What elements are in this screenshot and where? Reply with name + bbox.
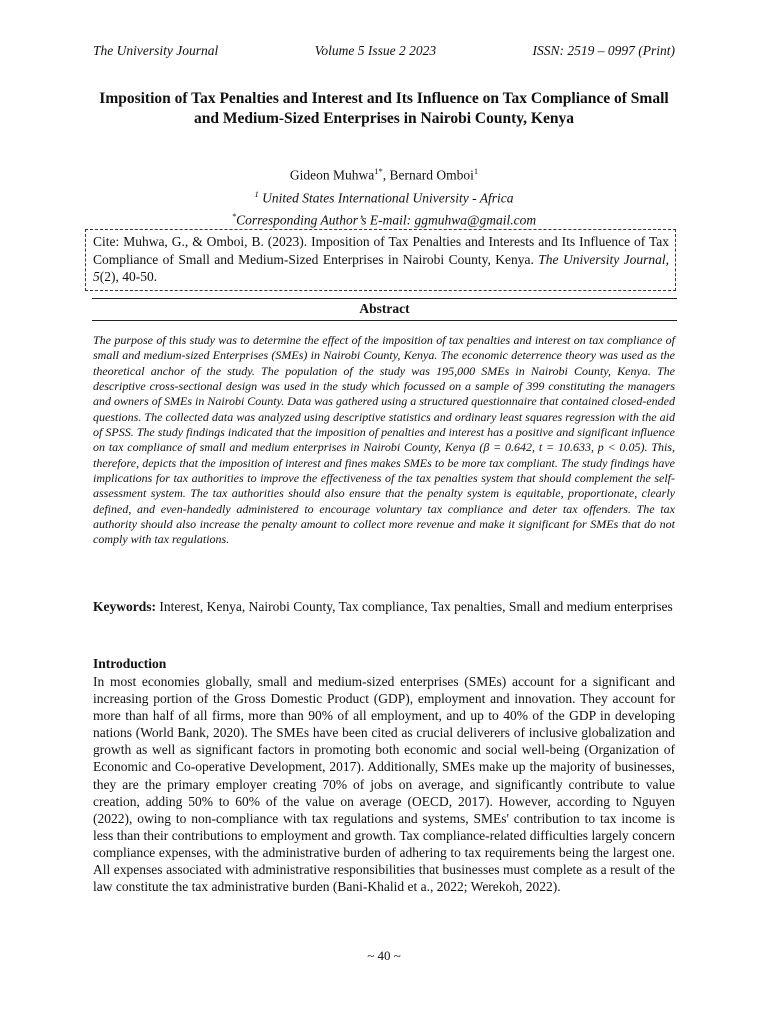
citation-issue-pages: (2), 40-50.	[99, 269, 158, 284]
author-separator: ,	[382, 167, 390, 183]
introduction-body: In most economies globally, small and medium-sized enterprises (SMEs) account for a significant and increasing portion of the Gross Domestic Product (GDP), employment and innovation. They account for more than half of all firms, more than 90% of all employment, and up to 40% of the GDP in developing nations (World Bank, 2020). The SMEs have been cited as crucial deliverers of inclusive globalization and growth as well as significant factors in promoting both economic and social well-being (Organization of Economic and Co-operative Development, 2017). Additionally, SMEs make up the majority of businesses, they are the primary employer creating 70% of jobs on average, and significantly contribute to value creation, adding 50% to 60% of the value on average (OECD, 2017). However, according to Nguyen (2022), owing to non-compliance with tax regulations and systems, SMEs' contribution to tax income is less than their contributions to employment and growth. Tax compliance-related difficulties largely concern compliance expenses, with the administrative burden of adhering to tax requirements being the largest one. All expenses associated with administrative responsibilities that businesses must complete as a result of the law constitute the tax administrative burden (Bani-Khalid et a., 2022; Werekoh, 2022).	[93, 674, 675, 895]
corresponding-email[interactable]: Corresponding Author’s E-mail: ggmuhwa@gmail.com	[236, 212, 537, 228]
keywords-list: Interest, Kenya, Nairobi County, Tax compliance, Tax penalties, Small and medium enterprises	[156, 599, 673, 614]
corresponding-line	[93, 207, 675, 230]
abstract-body: The purpose of this study was to determine the effect of the imposition of tax penalties and interest on tax compliance of small and medium-sized Enterprises (SMEs) in Nairobi County, Kenya. The economic deterrence theory was used as the theoretical anchor of the study. The population of the study was 195,000 SMEs in Nairobi County, Kenya. The descriptive cross-sectional design was used in the study which focussed on a sample of 399 constituting the managers and owners of SMEs in Nairobi County. Data was gathered using a structured questionnaire that contained closed-ended questions. The collected data was analyzed using descriptive statistics and ordinary least squares regression with the aid of SPSS. The study findings indicated that the imposition of penalties and interest has a positive and significant influence on tax compliance of small and medium enterprises in Nairobi County, Kenya (β = 0.642, t = 10.633, p < 0.05). This, therefore, depicts that the imposition of interest and fines makes SMEs to be more tax compliant. The study findings have implications for tax authorities to improve the effectiveness of the tax penalties system that should complement the self-assessment system. The tax authorities should also ensure that the penalty system is equitable, proportionate, clearly defined, and even-handedly administered to encourage voluntary tax compliance and deter tax offenders. The tax authority should also increase the penalty amount to collect more revenue and make it significant for SMEs that do not comply with tax regulations.	[93, 333, 675, 547]
running-header	[93, 43, 675, 59]
author-name: Bernard Omboi	[389, 167, 474, 183]
issn: ISSN: 2519 – 0997 (Print)	[532, 43, 675, 58]
citation-journal: The University Journal, 5	[93, 251, 670, 284]
author-superscript: 1*	[374, 166, 383, 176]
abstract-rule-top	[92, 298, 677, 299]
author-superscript: 1	[473, 166, 479, 176]
abstract-rule-bottom	[92, 320, 677, 321]
page-number: ~ 40 ~	[367, 948, 401, 963]
corresponding-superscript: *	[231, 211, 237, 221]
journal-name: The University Journal	[93, 43, 219, 58]
affiliation-superscript: 1	[254, 188, 259, 199]
abstract-heading: Abstract	[359, 301, 410, 316]
author-block	[93, 162, 675, 230]
article-title: Imposition of Tax Penalties and Interest and Its Influence on Tax Compliance of Small and Medium-Sized Enterprises in Nairobi County, Kenya	[99, 90, 669, 127]
keywords-paragraph	[93, 598, 675, 616]
keywords-label: Keywords:	[93, 599, 156, 614]
citation-box	[85, 229, 676, 291]
volume-issue: Volume 5 Issue 2 2023	[314, 43, 437, 58]
affiliation: United States International University - Africa	[262, 190, 514, 205]
author-line	[93, 162, 675, 185]
author-name: Gideon Muhwa	[289, 167, 375, 183]
affiliation-line	[93, 185, 675, 208]
introduction-heading: Introduction	[93, 656, 167, 671]
citation-text: Cite: Muhwa, G., & Omboi, B. (2023). Imposition of Tax Penalties and Interests and Its Influence of Tax Compliance of Small and Medium-Sized Enterprises in Nairobi County, Kenya.	[93, 234, 669, 267]
